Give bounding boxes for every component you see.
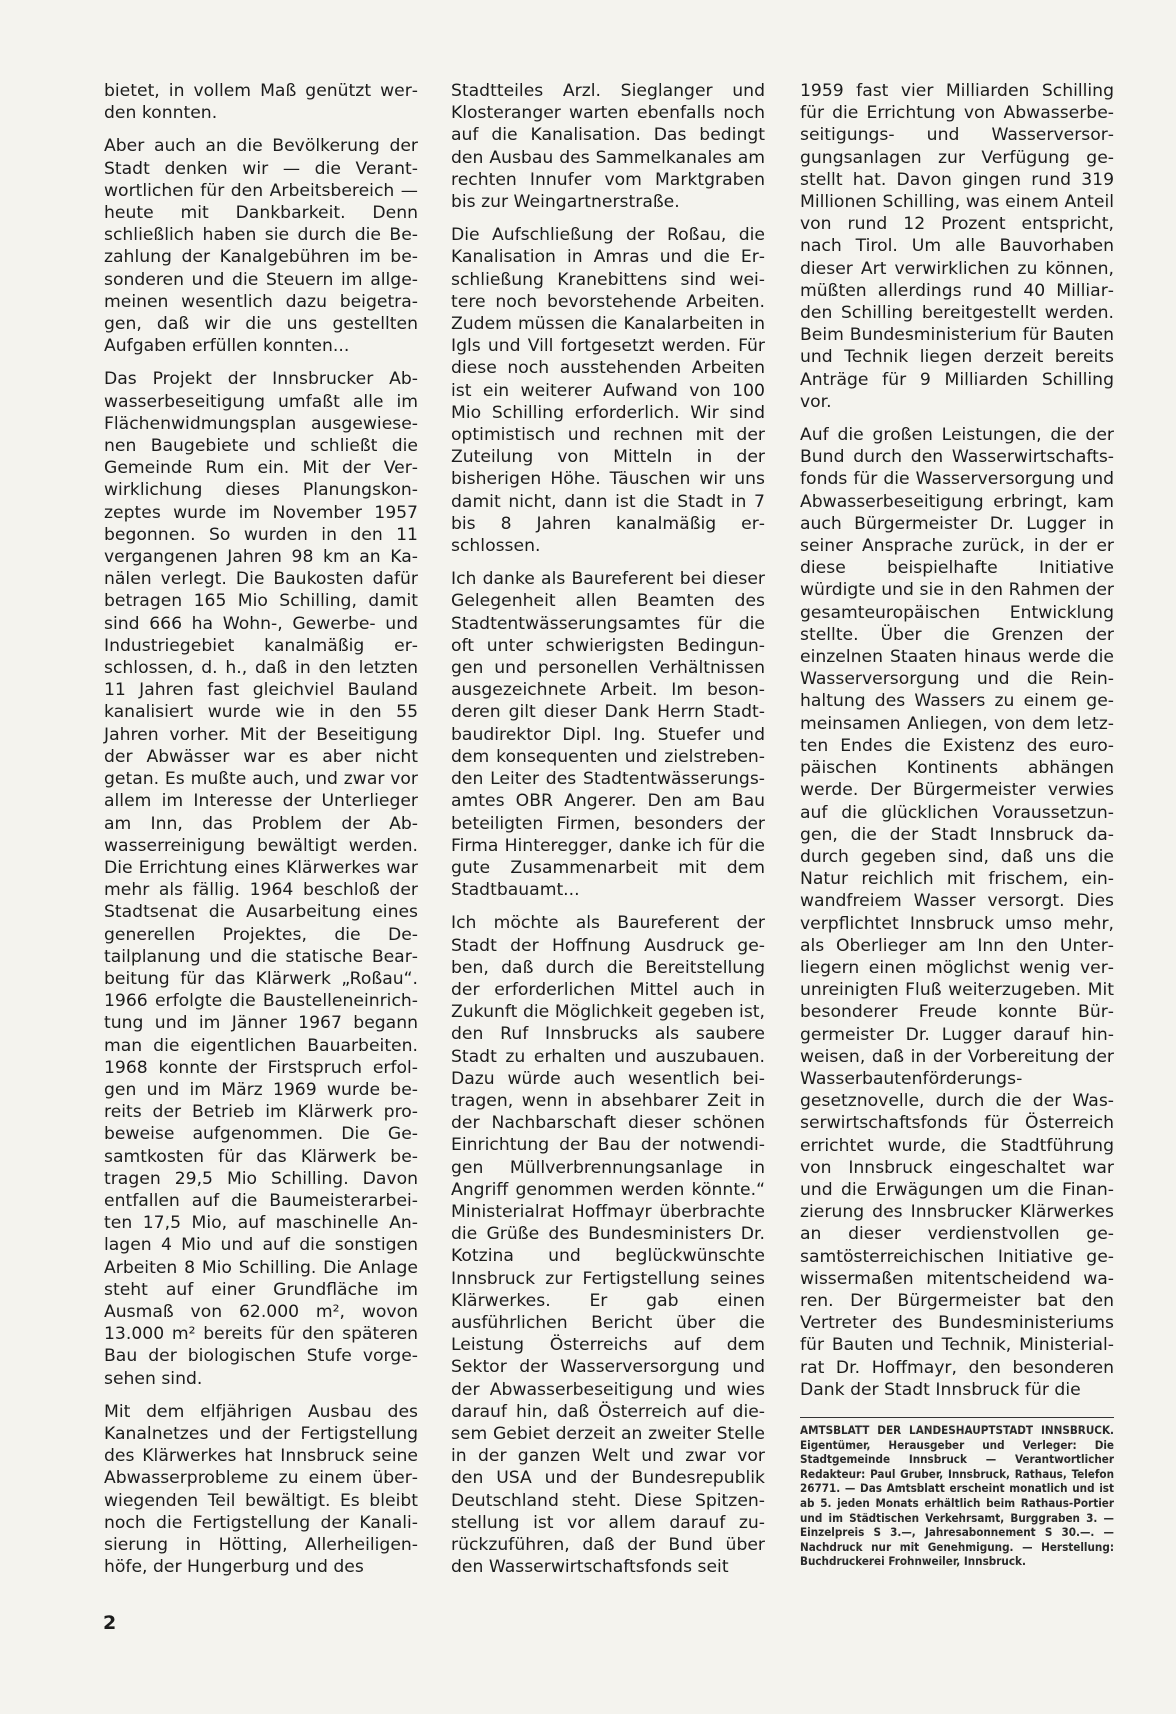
paragraph: Ich danke als Baureferent bei dieser Gelegenheit allen Beamten des Stadtentwässerungsamtes für die oft unter schwierigsten Bedingungen und personellen Verhältnissen ausgezeichnete Arbeit. Im besonderen gilt dieser Dank Herrn Stadtbaudirektor Dipl. Ing. Stuefer und dem konsequenten und zielstrebenden Leiter des Stadtentwässerungsamtes OBR Angerer. Den am Bau beteiligten Firmen, besonders der Firma Hinteregger, danke ich für die gute Zusammenarbeit mit dem Stadtbauamt... (451, 569, 765, 901)
paragraph: Ich möchte als Baureferent der Stadt der Hoffnung Ausdruck geben, daß durch die Bereitstellung der erforderlichen Mittel auch in Zukunft die Möglichkeit gegeben ist, den Ruf Innsbrucks als saubere Stadt zu erhalten und auszubauen. Dazu würde auch wesentlich beitragen, wenn in absehbarer Zeit in der Nachbarschaft dieser schönen Einrichtung der Bau der notwendigen Müllverbrennungsanlage in Angriff genommen werden könnte.“ Ministerialrat Hoffmayr überbrachte die Grüße des Bundesministers Dr. Kotzina und beglückwünschte Innsbruck zur Fertigstellung seines Klärwerkes. Er gab einen ausführlichen Bericht über die Leistung Österreichs auf dem Sektor der Wasserversorgung und der Abwasserbeseitigung und wies darauf hin, daß Österreich auf diesem Gebiet derzeit an zweiter Stelle in der ganzen Welt und zwar vor den USA und der Bundesrepublik Deutschland steht. Diese Spitzenstellung ist vor allem darauf zurückzuführen, daß der Bund über den Wasserwirtschaftsfonds seit (451, 913, 765, 1578)
paragraph: 1959 fast vier Milliarden Schilling für die Errichtung von Abwasserbeseitigungs- und Wasserversorgungsanlagen zur Verfügung gestellt hat. Davon gingen rund 319 Millionen Schilling, was einem Anteil von rund 12 Prozent entspricht, nach Tirol. Um alle Bauvorhaben dieser Art verwirklichen zu können, müßten allerdings rund 40 Milliarden Schilling bereitgestellt werden. Beim Bundesministerium für Bauten und Technik liegen derzeit bereits Anträge für 9 Milliarden Schilling vor. (800, 81, 1114, 412)
paragraph: Aber auch an die Bevölkerung der Stadt denken wir — die Verantwortlichen für den Arbeitsbereich — heute mit Dankbarkeit. Denn schließlich haben sie durch die Bezahlung der Kanalgebühren im besonderen und die Steuern im allgemeinen wesentlich dazu beigetragen, daß wir die uns gestellten Aufgaben erfüllen konnten... (104, 136, 418, 357)
imprint-box (800, 1417, 1114, 1569)
text-column-2 (451, 80, 765, 1589)
page-number: 2 (103, 1612, 117, 1634)
paragraph: bietet, in vollem Maß genützt werden konnten. (104, 81, 418, 124)
paragraph: Die Aufschließung der Roßau, die Kanalisation in Amras und die Erschließung Kranebittens sind weitere noch bevorstehende Arbeiten. Zudem müssen die Kanalarbeiten in Igls und Vill fortgesetzt werden. Für diese noch ausstehenden Arbeiten ist ein weiterer Aufwand von 100 Mio Schilling erforderlich. Wir sind optimistisch und rechnen mit der Zuteilung von Mitteln in der bisherigen Höhe. Täuschen wir uns damit nicht, dann ist die Stadt in 7 bis 8 Jahren kanalmäßig erschlossen. (451, 225, 765, 557)
imprint-rule (800, 1417, 1114, 1418)
paragraph: Mit dem elfjährigen Ausbau des Kanalnetzes und der Fertigstellung des Klärwerkes hat Innsbruck seine Abwasserprobleme zu einem überwiegenden Teil bewältigt. Es bleibt noch die Fertigstellung der Kanalisierung in Hötting, Allerheiligenhöfe, der Hungerburg und des (104, 1401, 418, 1578)
text-column-1 (104, 80, 418, 1589)
paragraph: Das Projekt der Innsbrucker Abwasserbeseitigung umfaßt alle im Flächenwidmungsplan ausgewiesenen Baugebiete und schließt die Gemeinde Rum ein. Mit der Verwirklichung dieses Planungskonzeptes wurde im November 1957 begonnen. So wurden in den 11 vergangenen Jahren 98 km an Kanälen verlegt. Die Baukosten dafür betragen 165 Mio Schilling, damit sind 666 ha Wohn-, Gewerbe- und Industriegebiet kanalmäßig erschlossen, d. h., daß in den letzten 11 Jahren fast gleichviel Bauland kanalisiert wurde wie in den 55 Jahren vorher. Mit der Beseitigung der Abwässer war es aber nicht getan. Es mußte auch, und zwar vor allem im Interesse der Unterlieger am Inn, das Problem der Abwasserreinigung bewältigt werden. Die Errichtung eines Klärwerkes war mehr als fällig. 1964 beschloß der Stadtsenat die Ausarbeitung eines generellen Projektes, die Detailplanung und die statische Bearbeitung für das Klärwerk „Roßau“. 1966 erfolgte die Baustelleneinrichtung und im Jänner 1967 begann man die eigentlichen Bauarbeiten. 1968 konnte der Firstspruch erfolgen und im März 1969 wurde bereits der Betrieb im Klärwerk probeweise aufgenommen. Die Gesamtkosten für das Klärwerk betragen 29,5 Mio Schilling. Davon entfallen auf die Baumeisterarbeiten 17,5 Mio, auf maschinelle Anlagen 4 Mio und auf die sonstigen Arbeiten 8 Mio Schilling. Die Anlage steht auf einer Grundfläche im Ausmaß von 62.000 m², wovon 13.000 m² bereits für den späteren Bau der biologischen Stufe vorgesehen sind. (104, 369, 418, 1389)
imprint-text: AMTSBLATT DER LANDESHAUPTSTADT INNSBRUCK. Eigentümer, Herausgeber und Verleger: Die Stadtgemeinde Innsbruck — Verantwortlicher Redakteur: Paul Gruber, Innsbruck, Rathaus, Telefon 26771. — Das Amtsblatt erscheint monatlich und ist ab 5. jeden Monats erhältlich beim Rathaus-Portier und im Städtischen Verkehrsamt, Burggraben 3. — Einzelpreis S 3.—, Jahresabonnement S 30.—. — Nachdruck nur mit Genehmigung. — Herstellung: Buchdruckerei Frohnweiler, Innsbruck. (800, 1422, 1114, 1569)
paragraph: Auf die großen Leistungen, die der Bund durch den Wasserwirtschaftsfonds für die Wasserversorgung und Abwasserbeseitigung erbringt, kam auch Bürgermeister Dr. Lugger in seiner Ansprache zurück, in der er diese beispielhafte Initiative würdigte und sie in den Rahmen der gesamteuropäischen Entwicklung stellte. Über die Grenzen der einzelnen Staaten hinaus werde die Wasserversorgung und die Reinhaltung des Wassers zu einem gemeinsamen Anliegen, von dem letzten Endes die Existenz des europäischen Kontinents abhängen werde. Der Bürgermeister verwies auf die glücklichen Voraussetzungen, die der Stadt Innsbruck dadurch gegeben sind, daß uns die Natur reichlich mit frischem, einwandfreiem Wasser versorgt. Dies verpflichtet Innsbruck umso mehr, als Oberlieger am Inn den Unterliegern einen möglichst wenig verunreinigten Fluß weiterzugeben. Mit besonderer Freude konnte Bürgermeister Dr. Lugger darauf hinweisen, daß in der Vorbereitung der Wasserbautenförderungsgesetznovelle, durch die der Wasserwirtschaftsfonds für Österreich errichtet wurde, die Stadtführung von Innsbruck eingeschaltet war und die Erwägungen um die Finanzierung des Innsbrucker Klärwerkes an dieser verdienstvollen gesamtösterreichischen Initiative gewissermaßen mitentscheidend waren. Der Bürgermeister bat den Vertreter des Bundesministeriums für Bauten und Technik, Ministerialrat Dr. Hoffmayr, den besonderen Dank der Stadt Innsbruck für die (800, 425, 1114, 1400)
text-column-3 (800, 80, 1114, 1569)
paragraph: Stadtteiles Arzl. Sieglanger und Klosteranger warten ebenfalls noch auf die Kanalisation. Das bedingt den Ausbau des Sammelkanales am rechten Innufer vom Marktgraben bis zur Weingartnerstraße. (451, 81, 765, 213)
